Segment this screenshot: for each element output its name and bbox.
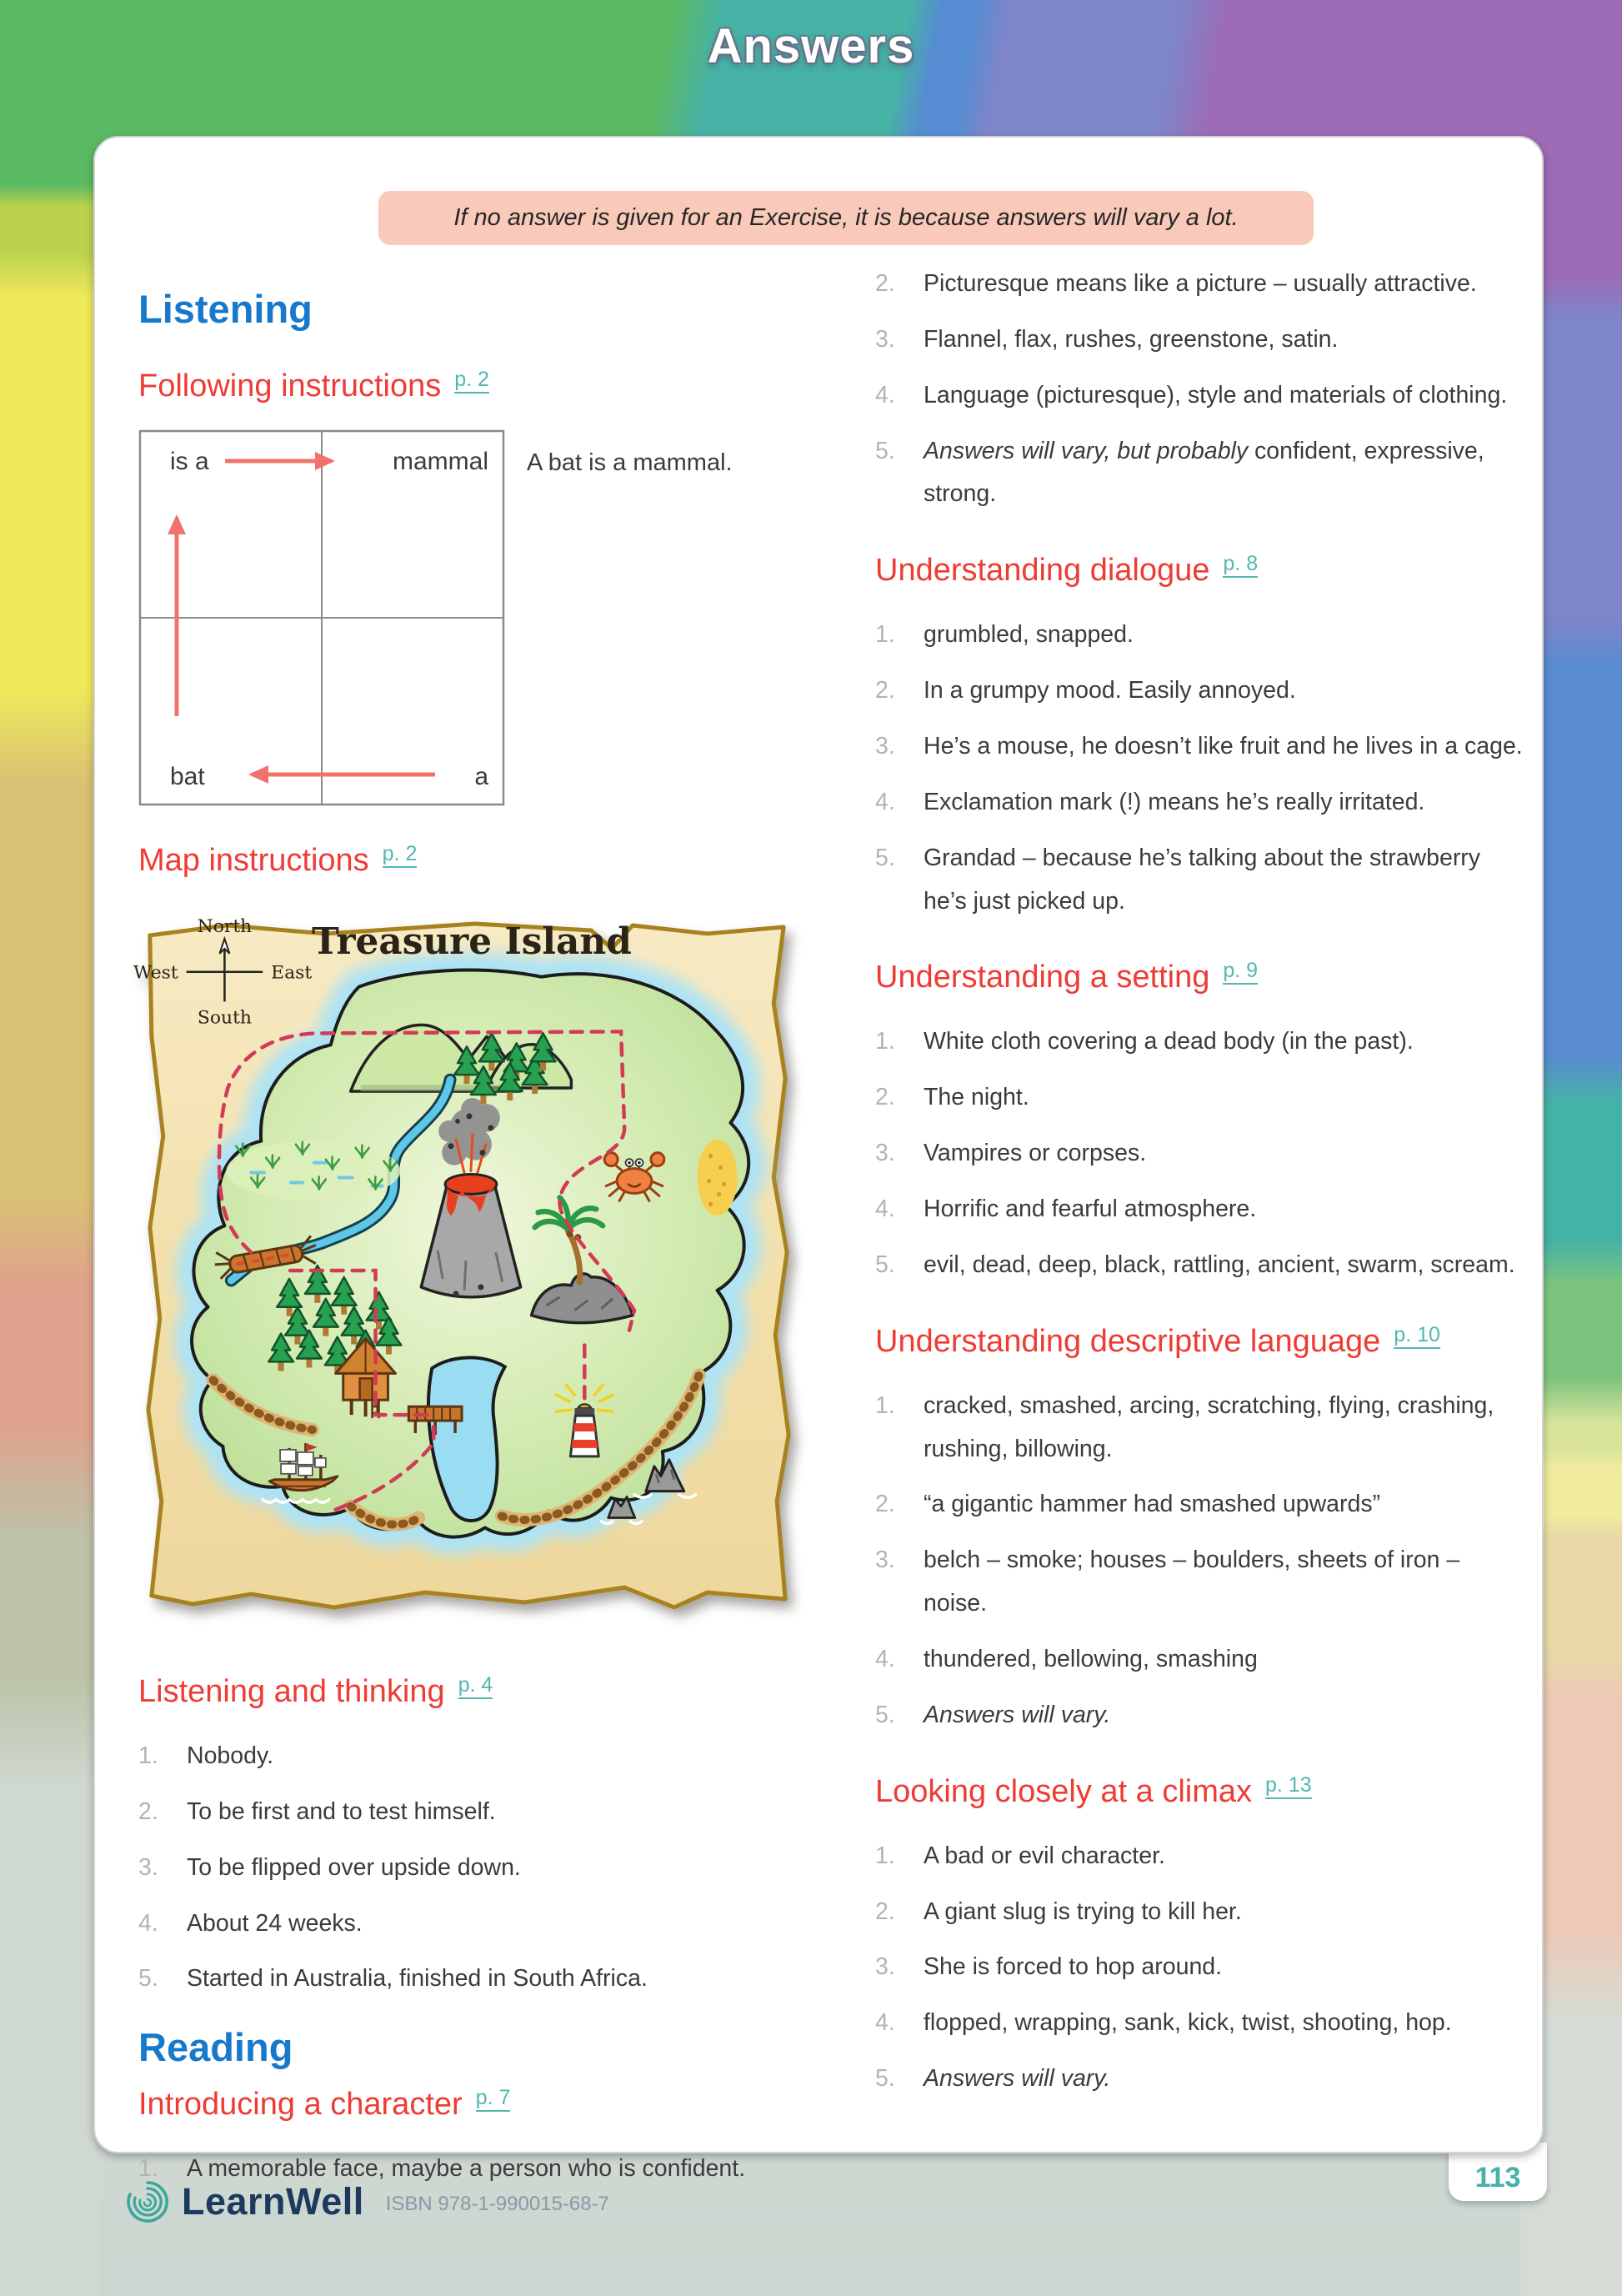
item-text: evil, dead, deep, black, rattling, ancient, swarm, scream. [924, 1251, 1515, 1278]
right-column [875, 263, 1525, 2113]
introducing-character-continued-list [875, 263, 1525, 516]
answer-item [875, 1385, 1525, 1471]
item-number: 3. [875, 733, 895, 760]
page-number-badge: 113 [1449, 2143, 1547, 2201]
learnwell-logo-icon [123, 2178, 172, 2226]
diagram-caption: A bat is a mammal. [527, 449, 733, 476]
answer-item [138, 1791, 865, 1834]
page-link-map[interactable]: p. 2 [383, 842, 418, 868]
page-link-introducing[interactable]: p. 7 [476, 2086, 511, 2112]
answer-item [875, 1483, 1525, 1526]
answer-item [875, 263, 1525, 306]
compass-east: East [271, 962, 313, 984]
page-link-dialogue[interactable]: p. 8 [1223, 552, 1258, 578]
compass-north: North [197, 915, 253, 937]
answer-item [138, 1847, 865, 1890]
item-number: 1. [138, 2155, 158, 2183]
item-number: 5. [875, 437, 895, 464]
answer-item [875, 430, 1525, 517]
brand-name: LearnWell [182, 2180, 364, 2223]
introducing-character-heading: Introducing a character $^{p. 7}$ [138, 2086, 511, 2123]
answer-item [875, 614, 1525, 657]
word-grid-diagram [138, 429, 505, 806]
page-link-following[interactable]: p. 2 [454, 368, 489, 394]
item-text: Started in Australia, finished in South Africa. [187, 1965, 648, 1993]
item-number: 3. [138, 1853, 158, 1881]
looking-climax-list [875, 1835, 1525, 2101]
answer-item [875, 1638, 1525, 1682]
item-number: 4. [875, 788, 895, 815]
item-number: 5. [875, 2065, 895, 2093]
map-instructions-heading: Map instructions $^{p. 2}$ [138, 842, 418, 878]
item-number: 2. [875, 677, 895, 704]
understanding-dialogue-list [875, 614, 1525, 923]
item-text: flopped, wrapping, sank, kick, twist, shooting, hop. [924, 2009, 1452, 2037]
answer-item [138, 1735, 865, 1778]
item-number: 4. [875, 1196, 895, 1223]
answer-item [875, 2058, 1525, 2101]
item-text: About 24 weeks. [187, 1909, 363, 1937]
item-text: Nobody. [187, 1742, 274, 1769]
item-number: 3. [875, 1140, 895, 1167]
item-number: 1. [875, 1391, 895, 1419]
item-number: 5. [875, 844, 895, 871]
answer-item [875, 318, 1525, 362]
cell-mammal: mammal [392, 448, 488, 475]
item-text: Grandad – because he’s talking about the strawberry he’s just picked up. [924, 844, 1481, 915]
page-link-descriptive[interactable]: p. 10 [1394, 1323, 1440, 1349]
answer-item [875, 374, 1525, 418]
item-text: Answers will vary, but probably confident, expressive, strong. [924, 437, 1484, 508]
item-text: cracked, smashed, arcing, scratching, flying, crashing, rushing, billowing. [924, 1391, 1494, 1462]
item-number: 4. [138, 1909, 158, 1937]
item-number: 5. [875, 1701, 895, 1728]
bat-diagram-row [138, 429, 865, 806]
item-text: Exclamation mark (!) means he’s really irritated. [924, 788, 1425, 815]
cell-a: a [474, 763, 488, 790]
item-text: She is forced to hop around. [924, 1953, 1223, 1981]
swamp-icon [226, 1141, 400, 1201]
isbn-text: ISBN 978-1-990015-68-7 [385, 2193, 609, 2215]
understanding-descriptive-list [875, 1385, 1525, 1737]
answer-item [875, 837, 1525, 924]
item-number: 2. [875, 1897, 895, 1925]
listening-thinking-list [138, 1735, 865, 2001]
answer-item [875, 1539, 1525, 1626]
answer-item [875, 1020, 1525, 1064]
item-text: Flannel, flax, rushes, greenstone, satin. [924, 325, 1339, 353]
answer-item [875, 1244, 1525, 1287]
item-text: To be first and to test himself. [187, 1797, 496, 1825]
understanding-descriptive-heading: Understanding descriptive language $^{p. 10}$ [875, 1322, 1440, 1359]
compass-west: West [133, 962, 178, 984]
understanding-setting-heading: Understanding a setting $^{p. 9}$ [875, 959, 1259, 995]
item-text: Vampires or corpses. [924, 1140, 1147, 1167]
item-number: 4. [875, 2009, 895, 2037]
answer-item [875, 1132, 1525, 1176]
item-text: Answers will vary. [924, 2065, 1111, 2093]
item-text: grumbled, snapped. [924, 621, 1134, 649]
item-text: In a grumpy mood. Easily annoyed. [924, 677, 1296, 704]
looking-climax-heading: Looking closely at a climax $^{p. 13}$ [875, 1772, 1312, 1809]
item-number: 5. [875, 1251, 895, 1278]
left-column [133, 263, 865, 2203]
answer-item [138, 1958, 865, 2001]
item-text: White cloth covering a dead body (in the past). [924, 1028, 1414, 1055]
item-number: 2. [875, 1491, 895, 1518]
answer-item [875, 1076, 1525, 1120]
item-number: 2. [138, 1797, 158, 1825]
item-number: 3. [875, 1547, 895, 1574]
answer-item [875, 1946, 1525, 1989]
reading-heading: Reading [138, 2025, 293, 2070]
answer-item [875, 781, 1525, 825]
cell-is-a: is a [170, 448, 209, 475]
page-link-setting[interactable]: p. 9 [1223, 959, 1258, 985]
item-number: 1. [875, 1028, 895, 1055]
item-text: Answers will vary. [924, 1701, 1111, 1728]
item-number: 4. [875, 1646, 895, 1673]
item-text: thundered, bellowing, smashing [924, 1646, 1258, 1673]
item-text: A giant slug is trying to kill her. [924, 1897, 1242, 1925]
item-text: A bad or evil character. [924, 1842, 1165, 1869]
listening-heading: Listening [138, 287, 313, 331]
item-number: 1. [875, 621, 895, 649]
answer-item [875, 1891, 1525, 1934]
following-instructions-heading: Following instructions $^{p. 2}$ [138, 368, 489, 404]
item-text: The night. [924, 1084, 1029, 1111]
map-title: Treasure Island [312, 920, 632, 963]
answer-item [875, 1694, 1525, 1737]
item-text: belch – smoke; houses – boulders, sheets of iron – noise. [924, 1547, 1460, 1617]
answer-item [875, 1188, 1525, 1231]
cell-bat: bat [170, 763, 205, 790]
understanding-dialogue-heading: Understanding dialogue $^{p. 8}$ [875, 552, 1259, 589]
answer-item [875, 2002, 1525, 2045]
item-text: “a gigantic hammer had smashed upwards” [924, 1491, 1381, 1518]
page-link-climax[interactable]: p. 13 [1265, 1773, 1312, 1799]
page-title: Answers [707, 19, 915, 73]
answer-item [875, 669, 1525, 713]
page-footer [123, 2178, 609, 2226]
compass-south: South [197, 1007, 252, 1029]
page-link-listening-thinking[interactable]: p. 4 [458, 1673, 493, 1699]
item-number: 5. [138, 1965, 158, 1993]
answer-item [875, 725, 1525, 769]
answer-item [138, 1902, 865, 1946]
item-text: Picturesque means like a picture – usually attractive. [924, 270, 1477, 297]
item-text: Horrific and fearful atmosphere. [924, 1196, 1257, 1223]
item-number: 1. [875, 1842, 895, 1869]
item-number: 1. [138, 1742, 158, 1769]
item-text: Language (picturesque), style and materials of clothing. [924, 381, 1508, 409]
item-number: 4. [875, 381, 895, 409]
treasure-island-map [127, 904, 807, 1627]
item-number: 3. [875, 325, 895, 353]
sandy-patch [698, 1140, 738, 1216]
item-text: A memorable face, maybe a person who is confident. [187, 2155, 746, 2183]
item-number: 3. [875, 1953, 895, 1981]
listening-thinking-heading: Listening and thinking $^{p. 4}$ [138, 1673, 493, 1709]
item-number: 2. [875, 270, 895, 297]
answers-note: If no answer is given for an Exercise, it is because answers will vary a lot. [378, 191, 1314, 245]
item-number: 2. [875, 1084, 895, 1111]
answer-item [875, 1835, 1525, 1878]
item-text: He’s a mouse, he doesn’t like fruit and he lives in a cage. [924, 733, 1523, 760]
item-text: To be flipped over upside down. [187, 1853, 521, 1881]
understanding-setting-list [875, 1020, 1525, 1286]
